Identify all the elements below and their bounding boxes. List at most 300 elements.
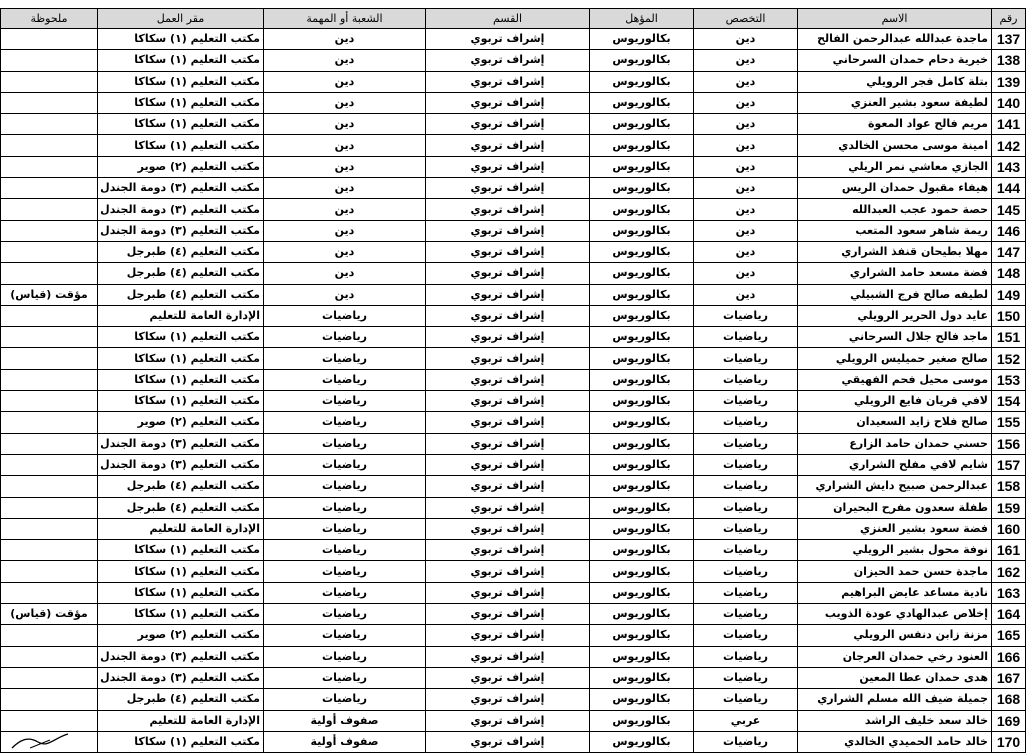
note-cell [1,710,98,731]
row-number: 157 [992,454,1026,475]
office-cell: مكتب التعليم (٤) طبرجل [98,497,264,518]
row-number: 140 [992,92,1026,113]
specialization-cell: دين [694,71,798,92]
office-cell: مكتب التعليم (١) سكاكا [98,348,264,369]
note-cell [1,241,98,262]
department-cell: إشراف تربوي [426,582,590,603]
table-row [1,220,1026,241]
office-cell: مكتب التعليم (١) سكاكا [98,71,264,92]
specialization-cell: رياضيات [694,497,798,518]
header-office: مقر العمل [98,9,264,29]
table-row [1,582,1026,603]
table-row [1,412,1026,433]
qualification-cell: بكالوريوس [590,710,694,731]
department-cell: إشراف تربوي [426,667,590,688]
qualification-cell: بكالوريوس [590,327,694,348]
specialization-cell: دين [694,178,798,199]
header-specialization: التخصص [694,9,798,29]
department-cell: إشراف تربوي [426,412,590,433]
row-number: 145 [992,199,1026,220]
table-row [1,667,1026,688]
qualification-cell: بكالوريوس [590,135,694,156]
specialization-cell: رياضيات [694,667,798,688]
specialization-cell: دين [694,199,798,220]
department-cell: إشراف تربوي [426,625,590,646]
name-cell: حصة حمود عجب العبدالله [798,199,992,220]
qualification-cell: بكالوريوس [590,646,694,667]
table-row [1,71,1026,92]
office-cell: مكتب التعليم (٢) صوير [98,412,264,433]
department-cell: إشراف تربوي [426,604,590,625]
table-row [1,646,1026,667]
qualification-cell: بكالوريوس [590,178,694,199]
row-number: 146 [992,220,1026,241]
department-cell: إشراف تربوي [426,241,590,262]
note-cell [1,561,98,582]
task-cell: رياضيات [264,689,426,710]
table-row [1,284,1026,305]
table-row [1,50,1026,71]
department-cell: إشراف تربوي [426,92,590,113]
qualification-cell: بكالوريوس [590,156,694,177]
task-cell: صفوف أولية [264,710,426,731]
row-number: 142 [992,135,1026,156]
department-cell: إشراف تربوي [426,178,590,199]
note-cell [1,667,98,688]
office-cell: مكتب التعليم (١) سكاكا [98,114,264,135]
qualification-cell: بكالوريوس [590,241,694,262]
office-cell: مكتب التعليم (٣) دومة الجندل [98,178,264,199]
department-cell: إشراف تربوي [426,29,590,50]
task-cell: دين [264,220,426,241]
task-cell: رياضيات [264,540,426,561]
qualification-cell: بكالوريوس [590,284,694,305]
qualification-cell: بكالوريوس [590,92,694,113]
task-cell: رياضيات [264,518,426,539]
note-cell [1,156,98,177]
qualification-cell: بكالوريوس [590,412,694,433]
task-cell: دين [264,156,426,177]
department-cell: إشراف تربوي [426,284,590,305]
specialization-cell: دين [694,114,798,135]
department-cell: إشراف تربوي [426,156,590,177]
specialization-cell: رياضيات [694,646,798,667]
note-cell [1,178,98,199]
row-number: 138 [992,50,1026,71]
note-cell [1,646,98,667]
table-row [1,540,1026,561]
table-row [1,241,1026,262]
note-cell [1,433,98,454]
qualification-cell: بكالوريوس [590,29,694,50]
table-row [1,497,1026,518]
task-cell: دين [264,241,426,262]
department-cell: إشراف تربوي [426,454,590,475]
note-cell [1,582,98,603]
specialization-cell: رياضيات [694,604,798,625]
row-number: 168 [992,689,1026,710]
table-row [1,689,1026,710]
task-cell: صفوف أولية [264,731,426,752]
department-cell: إشراف تربوي [426,391,590,412]
name-cell: لطيفه صالح فرج الشبيلي [798,284,992,305]
note-cell [1,391,98,412]
qualification-cell: بكالوريوس [590,114,694,135]
note-cell [1,327,98,348]
department-cell: إشراف تربوي [426,497,590,518]
specialization-cell: دين [694,156,798,177]
name-cell: خيرية دحام حمدان السرحاني [798,50,992,71]
row-number: 150 [992,305,1026,326]
row-number: 154 [992,391,1026,412]
table-row [1,476,1026,497]
department-cell: إشراف تربوي [426,327,590,348]
note-cell: مؤقت (قياس) [1,284,98,305]
office-cell: مكتب التعليم (١) سكاكا [98,731,264,752]
table-row [1,156,1026,177]
row-number: 151 [992,327,1026,348]
note-cell [1,50,98,71]
office-cell: مكتب التعليم (٤) طبرجل [98,689,264,710]
note-cell [1,454,98,475]
table-header [1,9,1026,29]
department-cell: إشراف تربوي [426,646,590,667]
note-cell [1,199,98,220]
name-cell: موسى محيل فحم الفهيقي [798,369,992,390]
row-number: 165 [992,625,1026,646]
name-cell: لطيفة سعود بشير العنزي [798,92,992,113]
task-cell: رياضيات [264,625,426,646]
department-cell: إشراف تربوي [426,305,590,326]
table-row [1,369,1026,390]
office-cell: مكتب التعليم (١) سكاكا [98,327,264,348]
office-cell: مكتب التعليم (١) سكاكا [98,391,264,412]
department-cell: إشراف تربوي [426,540,590,561]
row-number: 144 [992,178,1026,199]
specialization-cell: رياضيات [694,561,798,582]
qualification-cell: بكالوريوس [590,391,694,412]
row-number: 156 [992,433,1026,454]
qualification-cell: بكالوريوس [590,625,694,646]
specialization-cell: رياضيات [694,454,798,475]
header-department: القسم [426,9,590,29]
office-cell: مكتب التعليم (٣) دومة الجندل [98,646,264,667]
table-row [1,263,1026,284]
qualification-cell: بكالوريوس [590,518,694,539]
row-number: 164 [992,604,1026,625]
office-cell: مكتب التعليم (٣) دومة الجندل [98,433,264,454]
table-row [1,625,1026,646]
note-cell [1,476,98,497]
table-row [1,454,1026,475]
row-number: 137 [992,29,1026,50]
specialization-cell: رياضيات [694,348,798,369]
row-number: 169 [992,710,1026,731]
qualification-cell: بكالوريوس [590,50,694,71]
department-cell: إشراف تربوي [426,220,590,241]
task-cell: رياضيات [264,582,426,603]
qualification-cell: بكالوريوس [590,263,694,284]
note-cell: مؤقت (قياس) [1,604,98,625]
office-cell: مكتب التعليم (٤) طبرجل [98,476,264,497]
row-number: 155 [992,412,1026,433]
qualification-cell: بكالوريوس [590,199,694,220]
note-cell [1,369,98,390]
department-cell: إشراف تربوي [426,263,590,284]
name-cell: نادية مساعد عايض البراهيم [798,582,992,603]
row-number: 153 [992,369,1026,390]
name-cell: الجازي معاشي نمر الريلي [798,156,992,177]
department-cell: إشراف تربوي [426,199,590,220]
specialization-cell: رياضيات [694,369,798,390]
specialization-cell: دين [694,135,798,156]
office-cell: مكتب التعليم (٤) طبرجل [98,263,264,284]
note-cell [1,263,98,284]
task-cell: دين [264,263,426,284]
task-cell: دين [264,284,426,305]
office-cell: الإدارة العامة للتعليم [98,305,264,326]
table-row [1,29,1026,50]
specialization-cell: دين [694,220,798,241]
department-cell: إشراف تربوي [426,518,590,539]
table-row [1,604,1026,625]
task-cell: دين [264,29,426,50]
specialization-cell: رياضيات [694,625,798,646]
qualification-cell: بكالوريوس [590,71,694,92]
department-cell: إشراف تربوي [426,561,590,582]
task-cell: دين [264,92,426,113]
task-cell: رياضيات [264,604,426,625]
name-cell: مزنة زابن دنفس الرويلي [798,625,992,646]
qualification-cell: بكالوريوس [590,582,694,603]
row-number: 143 [992,156,1026,177]
note-cell [1,497,98,518]
department-cell: إشراف تربوي [426,689,590,710]
qualification-cell: بكالوريوس [590,433,694,454]
table-row [1,135,1026,156]
office-cell: مكتب التعليم (١) سكاكا [98,92,264,113]
task-cell: رياضيات [264,667,426,688]
department-cell: إشراف تربوي [426,50,590,71]
qualification-cell: بكالوريوس [590,305,694,326]
task-cell: رياضيات [264,497,426,518]
row-number: 159 [992,497,1026,518]
table-row [1,199,1026,220]
note-cell [1,220,98,241]
table-row [1,391,1026,412]
department-cell: إشراف تربوي [426,135,590,156]
row-number: 167 [992,667,1026,688]
task-cell: رياضيات [264,305,426,326]
staff-table [0,8,1026,753]
department-cell: إشراف تربوي [426,731,590,752]
row-number: 162 [992,561,1026,582]
name-cell: جميلة ضيف الله مسلم الشراري [798,689,992,710]
note-cell [1,689,98,710]
table-row [1,327,1026,348]
qualification-cell: بكالوريوس [590,348,694,369]
note-cell [1,540,98,561]
specialization-cell: رياضيات [694,391,798,412]
table-row [1,348,1026,369]
qualification-cell: بكالوريوس [590,369,694,390]
specialization-cell: رياضيات [694,433,798,454]
specialization-cell: رياضيات [694,582,798,603]
signature-mark [10,732,70,750]
name-cell: عبدالرحمن صبيح دايش الشراري [798,476,992,497]
table-row [1,561,1026,582]
specialization-cell: دين [694,284,798,305]
office-cell: مكتب التعليم (٢) صوير [98,625,264,646]
qualification-cell: بكالوريوس [590,497,694,518]
name-cell: فضة مسعد حامد الشراري [798,263,992,284]
name-cell: امينة موسى محسن الخالدي [798,135,992,156]
specialization-cell: رياضيات [694,731,798,752]
name-cell: خالد سعد خليف الراشد [798,710,992,731]
name-cell: فضة سعود بشير العنزي [798,518,992,539]
table-row [1,731,1026,752]
note-cell [1,114,98,135]
note-cell [1,71,98,92]
task-cell: دين [264,50,426,71]
name-cell: ماجد فالح جلال السرحاني [798,327,992,348]
task-cell: دين [264,114,426,135]
specialization-cell: رياضيات [694,518,798,539]
task-cell: دين [264,135,426,156]
name-cell: ماجدة حسن حمد الحيزان [798,561,992,582]
name-cell: هيفاء مقبول حمدان الريس [798,178,992,199]
table-row [1,178,1026,199]
name-cell: حسني حمدان حامد الزارع [798,433,992,454]
name-cell: لافي قريان فايع الرويلي [798,391,992,412]
row-number: 161 [992,540,1026,561]
row-number: 149 [992,284,1026,305]
row-number: 166 [992,646,1026,667]
name-cell: خالد حامد الحميدي الخالدي [798,731,992,752]
qualification-cell: بكالوريوس [590,476,694,497]
note-cell [1,348,98,369]
specialization-cell: دين [694,263,798,284]
name-cell: مهلا بطيحان قنفذ الشراري [798,241,992,262]
office-cell: مكتب التعليم (٤) طبرجل [98,241,264,262]
table-row [1,92,1026,113]
qualification-cell: بكالوريوس [590,454,694,475]
specialization-cell: رياضيات [694,689,798,710]
name-cell: هدى حمدان عطا المعين [798,667,992,688]
row-number: 148 [992,263,1026,284]
name-cell: صالح صغير حميليس الرويلي [798,348,992,369]
specialization-cell: دين [694,92,798,113]
note-cell [1,135,98,156]
specialization-cell: عربي [694,710,798,731]
row-number: 147 [992,241,1026,262]
name-cell: شايم لافي مفلح الشراري [798,454,992,475]
office-cell: مكتب التعليم (١) سكاكا [98,50,264,71]
header-qualification: المؤهل [590,9,694,29]
specialization-cell: رياضيات [694,412,798,433]
task-cell: دين [264,199,426,220]
header-task: الشعبة أو المهمة [264,9,426,29]
row-number: 163 [992,582,1026,603]
qualification-cell: بكالوريوس [590,731,694,752]
task-cell: رياضيات [264,476,426,497]
task-cell: رياضيات [264,348,426,369]
specialization-cell: رياضيات [694,327,798,348]
specialization-cell: رياضيات [694,540,798,561]
qualification-cell: بكالوريوس [590,540,694,561]
name-cell: بتلة كامل فجر الرويلي [798,71,992,92]
department-cell: إشراف تربوي [426,476,590,497]
row-number: 158 [992,476,1026,497]
task-cell: رياضيات [264,454,426,475]
task-cell: رياضيات [264,391,426,412]
name-cell: نوفة محول بشير الرويلي [798,540,992,561]
qualification-cell: بكالوريوس [590,561,694,582]
office-cell: مكتب التعليم (٤) طبرجل [98,284,264,305]
name-cell: مريم فالح عواد المعوة [798,114,992,135]
row-number: 170 [992,731,1026,752]
table-row [1,518,1026,539]
row-number: 141 [992,114,1026,135]
qualification-cell: بكالوريوس [590,220,694,241]
table-row [1,433,1026,454]
note-cell [1,92,98,113]
office-cell: الإدارة العامة للتعليم [98,518,264,539]
department-cell: إشراف تربوي [426,433,590,454]
task-cell: رياضيات [264,412,426,433]
qualification-cell: بكالوريوس [590,667,694,688]
name-cell: طفلة سعدون مفرح البحيران [798,497,992,518]
qualification-cell: بكالوريوس [590,604,694,625]
department-cell: إشراف تربوي [426,348,590,369]
note-cell [1,305,98,326]
note-cell [1,625,98,646]
office-cell: مكتب التعليم (١) سكاكا [98,540,264,561]
specialization-cell: دين [694,50,798,71]
specialization-cell: رياضيات [694,305,798,326]
task-cell: رياضيات [264,327,426,348]
qualification-cell: بكالوريوس [590,689,694,710]
name-cell: عايد دول الحرير الرويلي [798,305,992,326]
task-cell: رياضيات [264,433,426,454]
table-row [1,710,1026,731]
header-number: رقم [992,9,1026,29]
office-cell: مكتب التعليم (١) سكاكا [98,604,264,625]
note-cell [1,518,98,539]
office-cell: مكتب التعليم (٣) دومة الجندل [98,667,264,688]
table-row [1,114,1026,135]
department-cell: إشراف تربوي [426,369,590,390]
name-cell: إخلاص عبدالهادي عودة الذويب [798,604,992,625]
note-cell [1,29,98,50]
task-cell: دين [264,178,426,199]
department-cell: إشراف تربوي [426,710,590,731]
row-number: 152 [992,348,1026,369]
name-cell: صالح فلاح زايد السعيدان [798,412,992,433]
row-number: 139 [992,71,1026,92]
name-cell: ريمة شاهر سعود المتعب [798,220,992,241]
office-cell: مكتب التعليم (٣) دومة الجندل [98,220,264,241]
office-cell: مكتب التعليم (١) سكاكا [98,29,264,50]
name-cell: العنود رخي حمدان العرجان [798,646,992,667]
specialization-cell: رياضيات [694,476,798,497]
office-cell: مكتب التعليم (١) سكاكا [98,561,264,582]
office-cell: مكتب التعليم (٢) صوير [98,156,264,177]
header-note: ملحوظة [1,9,98,29]
note-cell [1,412,98,433]
office-cell: مكتب التعليم (١) سكاكا [98,135,264,156]
name-cell: ماجدة عبدالله عبدالرحمن الفالح [798,29,992,50]
